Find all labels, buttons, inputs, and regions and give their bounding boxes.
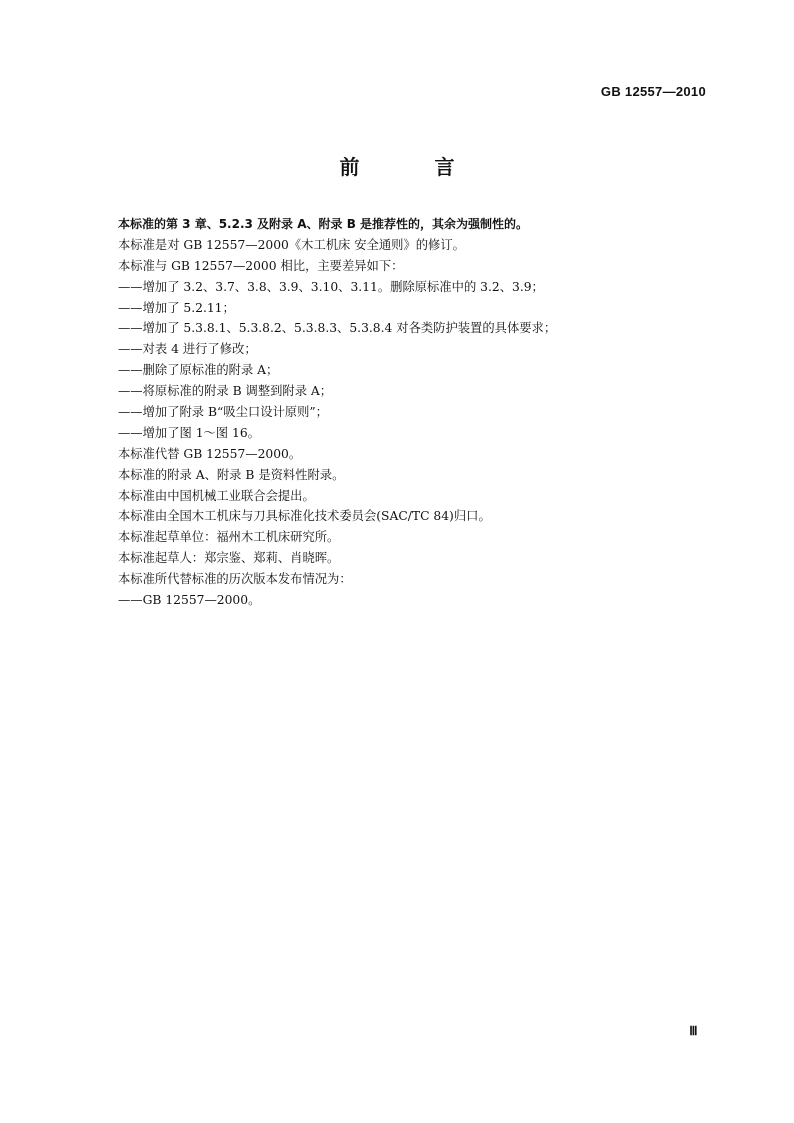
list-item-change: ——增加了 3.2、3.7、3.8、3.9、3.10、3.11。删除原标准中的 3.2、3.9；	[118, 279, 544, 294]
list-item-change: ——对表 4 进行了修改；	[118, 342, 257, 357]
list-item-change: ——将原标准的附录 B 调整到附录 A；	[118, 384, 333, 399]
list-item-change: ——增加了 5.2.11；	[118, 300, 235, 315]
paragraph-drafting-unit: 本标准起草单位：福州木工机床研究所。	[118, 530, 340, 545]
paragraph-proposed-by: 本标准由中国机械工业联合会提出。	[118, 488, 315, 503]
paragraph-normative-statement: 本标准的第 3 章、5.2.3 及附录 A、附录 B 是推荐性的，其余为强制性的。	[118, 217, 529, 231]
list-item-change: ——增加了图 1～图 16。	[118, 425, 260, 440]
paragraph-replaces: 本标准代替 GB 12557—2000。	[118, 446, 302, 461]
standard-code-header: GB 12557—2010	[600, 84, 706, 99]
list-item-change: ——增加了附录 B“吸尘口设计原则”；	[118, 405, 328, 420]
paragraph-revision-note: 本标准是对 GB 12557—2000《木工机床 安全通则》的修订。	[118, 237, 465, 252]
paragraph-centralized-by: 本标准由全国木工机床与刀具标准化技术委员会(SAC/TC 84)归口。	[118, 509, 491, 524]
list-item-previous-edition: ——GB 12557—2000。	[118, 593, 261, 608]
paragraph-differences-intro: 本标准与 GB 12557—2000 相比，主要差异如下：	[118, 258, 404, 273]
paragraph-drafters: 本标准起草人：郑宗鉴、郑莉、肖晓晖。	[118, 551, 340, 566]
paragraph-previous-editions: 本标准所代替标准的历次版本发布情况为：	[118, 572, 352, 587]
foreword-body	[118, 214, 718, 611]
list-item-change: ——删除了原标准的附录 A；	[118, 363, 279, 378]
page-title: 前 言	[339, 155, 489, 179]
page-number: Ⅲ	[689, 1024, 697, 1038]
list-item-change: ——增加了 5.3.8.1、5.3.8.2、5.3.8.3、5.3.8.4 对各类防护装置的具体要求；	[118, 321, 557, 336]
paragraph-annexes: 本标准的附录 A、附录 B 是资料性附录。	[118, 467, 345, 482]
